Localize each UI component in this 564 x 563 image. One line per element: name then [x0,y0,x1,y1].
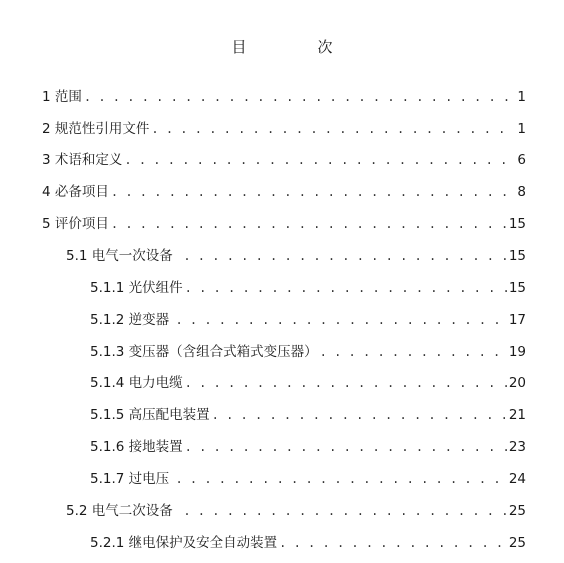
toc-entry-page: 1 [517,89,526,105]
toc-entry[interactable] [90,372,526,394]
dot-leader [151,118,514,140]
toc-entry[interactable] [42,118,526,140]
toc-entry-label: 5.1.3 变压器（含组合式箱式变压器） [90,344,318,360]
toc-entry-page: 23 [508,439,526,455]
dot-leader [84,86,514,108]
toc-title: 目 次 [231,38,361,56]
toc-entry-page: 21 [508,407,526,423]
dot-leader [320,341,507,363]
toc-entry-page: 6 [517,152,526,168]
toc-entry-page: 17 [508,312,526,328]
toc-entry[interactable] [42,86,526,108]
dot-leader [111,181,514,203]
toc-entry[interactable] [90,309,526,331]
dot-leader [175,309,506,331]
dot-leader [279,532,507,554]
dot-leader [124,149,514,171]
dot-leader [183,500,506,522]
toc-entry-page: 25 [508,503,526,519]
dot-leader [111,213,507,235]
toc-entry[interactable] [90,341,526,363]
toc-entry-label: 3 术语和定义 [42,152,123,168]
toc-entry-label: 5.1.4 电力电缆 [90,375,183,391]
dot-leader [185,436,507,458]
dot-leader [183,245,506,267]
toc-entry-page: 8 [517,184,526,200]
toc-entry-label: 5.1.1 光伏组件 [90,280,183,296]
toc-entry[interactable] [42,213,526,235]
dot-leader [185,277,507,299]
toc-entry-label: 5.1 电气一次设备 [66,248,182,264]
toc-entry-page: 25 [508,535,526,551]
toc-entry-label: 5 评价项目 [42,216,109,232]
toc-entry-label: 2 规范性引用文件 [42,121,150,137]
toc-entry-label: 5.2 电气二次设备 [66,503,182,519]
toc-entry-page: 1 [517,121,526,137]
toc-entry-page: 15 [508,248,526,264]
dot-leader [185,372,507,394]
toc-entry[interactable] [90,436,526,458]
toc-entry[interactable] [66,245,526,267]
toc-entry[interactable] [42,181,526,203]
toc-entry-label: 5.1.2 逆变器 [90,312,174,328]
dot-leader [212,404,507,426]
toc-entry-label: 4 必备项目 [42,184,109,200]
toc-entry-page: 24 [508,471,526,487]
toc-entry-label: 1 范围 [42,89,82,105]
dot-leader [175,468,506,490]
toc-entry[interactable] [90,404,526,426]
toc-entry[interactable] [66,500,526,522]
toc-entry[interactable] [90,468,526,490]
toc-entry-label: 5.2.1 继电保护及安全自动装置 [90,535,278,551]
toc-entry-page: 15 [508,280,526,296]
toc-entry-page: 20 [508,375,526,391]
toc-entry[interactable] [90,532,526,554]
toc-entry-label: 5.1.7 过电压 [90,471,174,487]
toc-entry-label: 5.1.6 接地装置 [90,439,183,455]
toc-entry-page: 19 [508,344,526,360]
toc-entry-label: 5.1.5 高压配电装置 [90,407,210,423]
toc-entry-page: 15 [508,216,526,232]
toc-entry[interactable] [90,277,526,299]
toc-entry[interactable] [42,149,526,171]
